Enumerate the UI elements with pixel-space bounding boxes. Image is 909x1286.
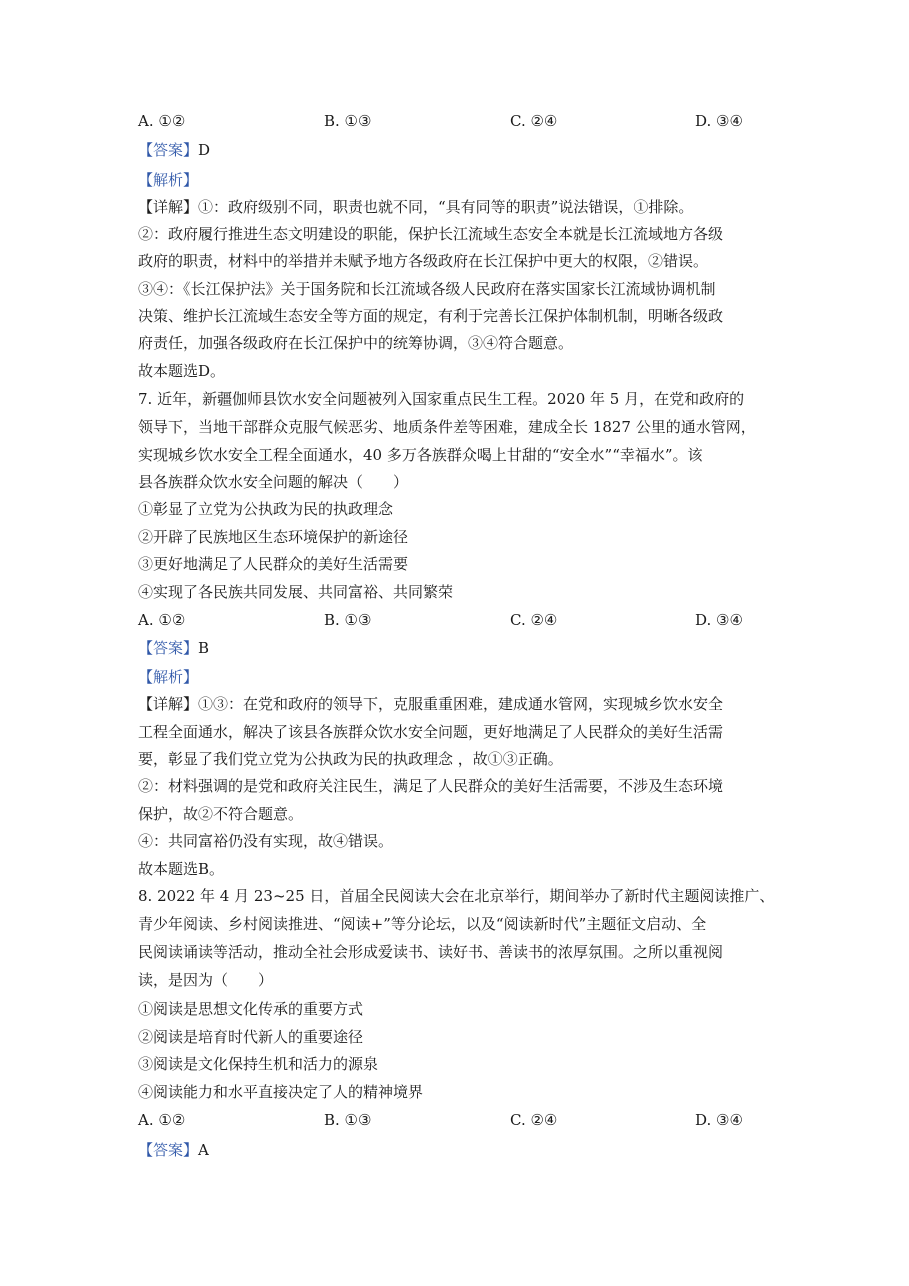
q6-conclusion: 故本题选D。 <box>138 362 226 380</box>
q6-option-a: A. ①② <box>138 112 186 130</box>
q7-item: ①彰显了立党为公执政为民的执政理念 <box>138 500 394 518</box>
q7-conclusion: 故本题选B。 <box>138 860 225 878</box>
q7-answer <box>138 638 778 658</box>
q8-stem-line: 8. 2022 年 4 月 23~25 日，首届全民阅读大会在北京举行，期间举办了新时代主题阅读推广、 <box>138 887 775 905</box>
q6-detail-line: ③④：《长江保护法》关于国务院和长江流域各级人民政府在落实国家长江流域协调机制 <box>138 280 716 298</box>
analysis-tag: 【解析】 <box>138 171 199 189</box>
q6-option-d: D. ③④ <box>695 112 743 130</box>
q7-item: ②开辟了民族地区生态环境保护的新途径 <box>138 528 409 546</box>
q6-detail-line: 政府的职责，材料中的举措并未赋予地方各级政府在长江保护中更大的权限，②错误。 <box>138 252 709 270</box>
q8-item: ②阅读是培育时代新人的重要途径 <box>138 1028 364 1046</box>
q8-item: ①阅读是思想文化传承的重要方式 <box>138 1000 364 1018</box>
answer-tag: 【答案】 <box>138 639 199 657</box>
q7-analysis-heading <box>138 667 778 687</box>
detail-tag: 【详解】 <box>138 695 199 713</box>
answer-value: D <box>198 141 211 159</box>
q6-analysis-heading <box>138 170 778 190</box>
detail-text: ①：政府级别不同，职责也就不同，“具有同等的职责”说法错误，①排除。 <box>198 198 694 216</box>
q8-option-a: A. ①② <box>138 1111 186 1129</box>
answer-tag: 【答案】 <box>138 141 199 159</box>
q7-stem-line: 实现城乡饮水安全工程全面通水，40 多万各族群众喝上甘甜的“安全水”“幸福水”。该 <box>138 446 703 464</box>
q8-stem-line: 青少年阅读、乡村阅读推进、“阅读+”等分论坛，以及“阅读新时代”主题征文启动、全 <box>138 915 707 933</box>
q8-item: ③阅读是文化保持生机和活力的源泉 <box>138 1055 379 1073</box>
q7-detail-line: 要，彰显了我们党立党为公执政为民的执政理念 ，故①③正确。 <box>138 750 563 768</box>
q6-option-c: C. ②④ <box>510 112 558 130</box>
detail-tag: 【详解】 <box>138 198 199 216</box>
q7-detail-line: ④：共同富裕仍没有实现，故④错误。 <box>138 832 394 850</box>
q6-detail-line: 府责任，加强各级政府在长江保护中的统筹协调，③④符合题意。 <box>138 334 574 352</box>
q8-option-b: B. ①③ <box>324 1111 372 1129</box>
analysis-tag: 【解析】 <box>138 668 199 686</box>
answer-tag: 【答案】 <box>138 1141 199 1159</box>
q7-detail-line: 工程全面通水，解决了该县各族群众饮水安全问题，更好地满足了人民群众的美好生活需 <box>138 723 724 741</box>
q8-answer <box>138 1140 778 1160</box>
q6-options <box>0 111 909 131</box>
answer-value: A <box>198 1141 209 1159</box>
q7-detail-line: 保护，故②不符合题意。 <box>138 805 304 823</box>
q6-option-b: B. ①③ <box>324 112 372 130</box>
q8-option-d: D. ③④ <box>695 1111 743 1129</box>
q7-option-a: A. ①② <box>138 611 186 629</box>
q7-option-d: D. ③④ <box>695 611 743 629</box>
q7-detail-line: ②：材料强调的是党和政府关注民生，满足了人民群众的美好生活需要，不涉及生态环境 <box>138 777 724 795</box>
q7-options <box>0 610 909 630</box>
q8-item: ④阅读能力和水平直接决定了人的精神境界 <box>138 1083 424 1101</box>
q7-detail-line <box>138 694 778 714</box>
q8-stem-line: 读，是因为（ ） <box>138 971 274 989</box>
q7-item: ④实现了各民族共同发展、共同富裕、共同繁荣 <box>138 583 454 601</box>
detail-text: ①③：在党和政府的领导下，克服重重困难，建成通水管网，实现城乡饮水安全 <box>198 695 724 713</box>
q7-item: ③更好地满足了人民群众的美好生活需要 <box>138 555 409 573</box>
q7-option-b: B. ①③ <box>324 611 372 629</box>
q8-option-c: C. ②④ <box>510 1111 558 1129</box>
q7-stem-line: 7. 近年，新疆伽师县饮水安全问题被列入国家重点民生工程。2020 年 5 月，在党和政府的 <box>138 390 745 408</box>
q7-stem-line: 县各族群众饮水安全问题的解决（ ） <box>138 473 409 491</box>
q7-option-c: C. ②④ <box>510 611 558 629</box>
q8-stem-line: 民阅读诵读等活动，推动全社会形成爱读书、读好书、善读书的浓厚氛围。之所以重视阅 <box>138 943 724 961</box>
q7-stem-line: 领导下，当地干部群众克服气候恶劣、地质条件差等困难，建成全长 1827 公里的通水管网， <box>138 418 756 436</box>
q6-detail-line: 决策、维护长江流域生态安全等方面的规定，有利于完善长江保护体制机制，明晰各级政 <box>138 307 724 325</box>
q6-answer <box>138 140 778 160</box>
q6-detail-line: ②：政府履行推进生态文明建设的职能，保护长江流域生态安全本就是长江流域地方各级 <box>138 225 724 243</box>
answer-value: B <box>198 639 210 657</box>
q8-options <box>0 1110 909 1130</box>
q6-detail-line <box>138 197 778 217</box>
